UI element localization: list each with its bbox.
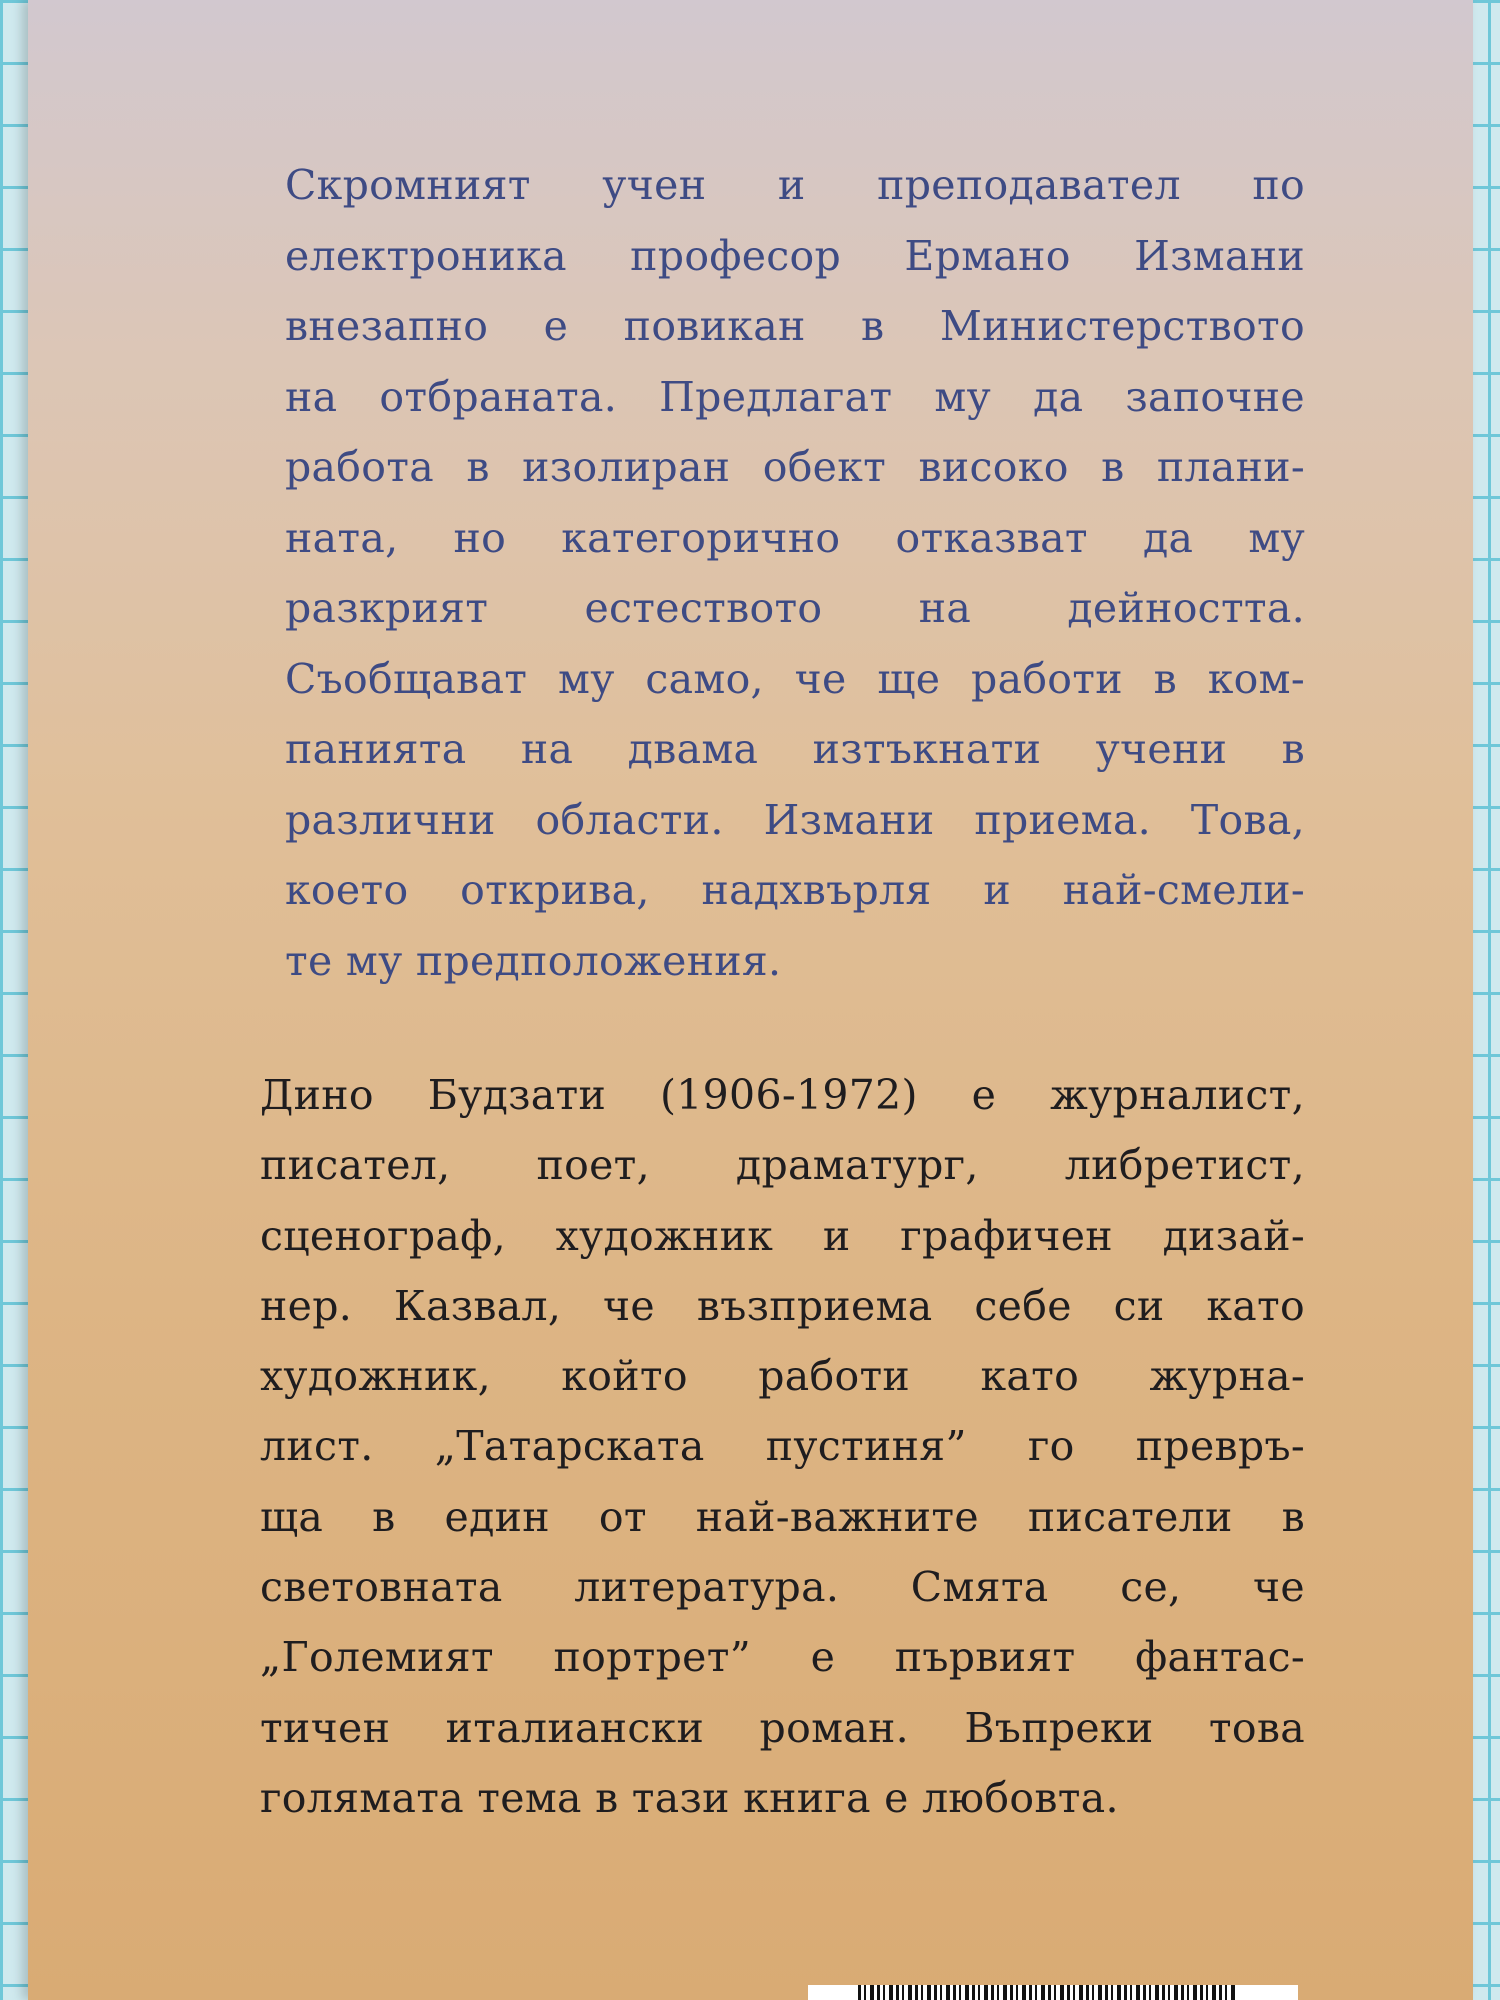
barcode-label: [808, 1985, 1298, 2000]
bio-line: нер. Казвал, че възприема себе си като: [260, 1281, 1305, 1330]
blurb-line: което открива, надхвърля и най-смели-: [285, 866, 1305, 914]
blurb-line: те му предположения.: [285, 936, 782, 985]
blurb-line: ната, но категорично отказват да му: [285, 513, 1305, 562]
bio-line: световната литература. Смята се, че: [260, 1563, 1305, 1612]
bio-line: художник, който работи като журна-: [260, 1352, 1305, 1401]
blurb-line: внезапно е повикан в Министерството: [285, 302, 1305, 350]
blurb-line: електроника професор Ермано Измани: [285, 231, 1305, 280]
bio-line: тичен италиански роман. Въпреки това: [260, 1703, 1305, 1752]
bio-line: „Големият портрет” е първият фантас-: [260, 1633, 1305, 1682]
blurb-line: разкрият естеството на дейността.: [285, 584, 1305, 632]
book-back-cover: [28, 0, 1473, 2000]
blurb-line: работа в изолиран обект високо в плани-: [285, 443, 1305, 491]
blurb-line: на отбраната. Предлагат му да започне: [285, 372, 1305, 421]
author-bio: [260, 1060, 1305, 1833]
bio-line: ща в един от най-важните писатели в: [260, 1492, 1305, 1541]
bio-line: писател, поет, драматург, либретист,: [260, 1141, 1305, 1190]
blurb-line: различни области. Измани приема. Това,: [285, 795, 1305, 844]
bio-line: голямата тема в тази книга е любовта.: [260, 1773, 1119, 1822]
bio-line: лист. „Татарската пустиня” го превръ-: [260, 1422, 1305, 1471]
bio-line: сценограф, художник и графичен дизай-: [260, 1211, 1305, 1260]
barcode-icon: [858, 1985, 1238, 2000]
blurb-line: Съобщават му само, че ще работи в ком-: [285, 654, 1305, 703]
book-blurb: [285, 150, 1305, 996]
blurb-line: панията на двама изтъкнати учени в: [285, 725, 1305, 773]
blurb-line: Скромният учен и преподавател по: [285, 161, 1305, 209]
bio-line: Дино Будзати (1906-1972) е журналист,: [260, 1071, 1305, 1119]
